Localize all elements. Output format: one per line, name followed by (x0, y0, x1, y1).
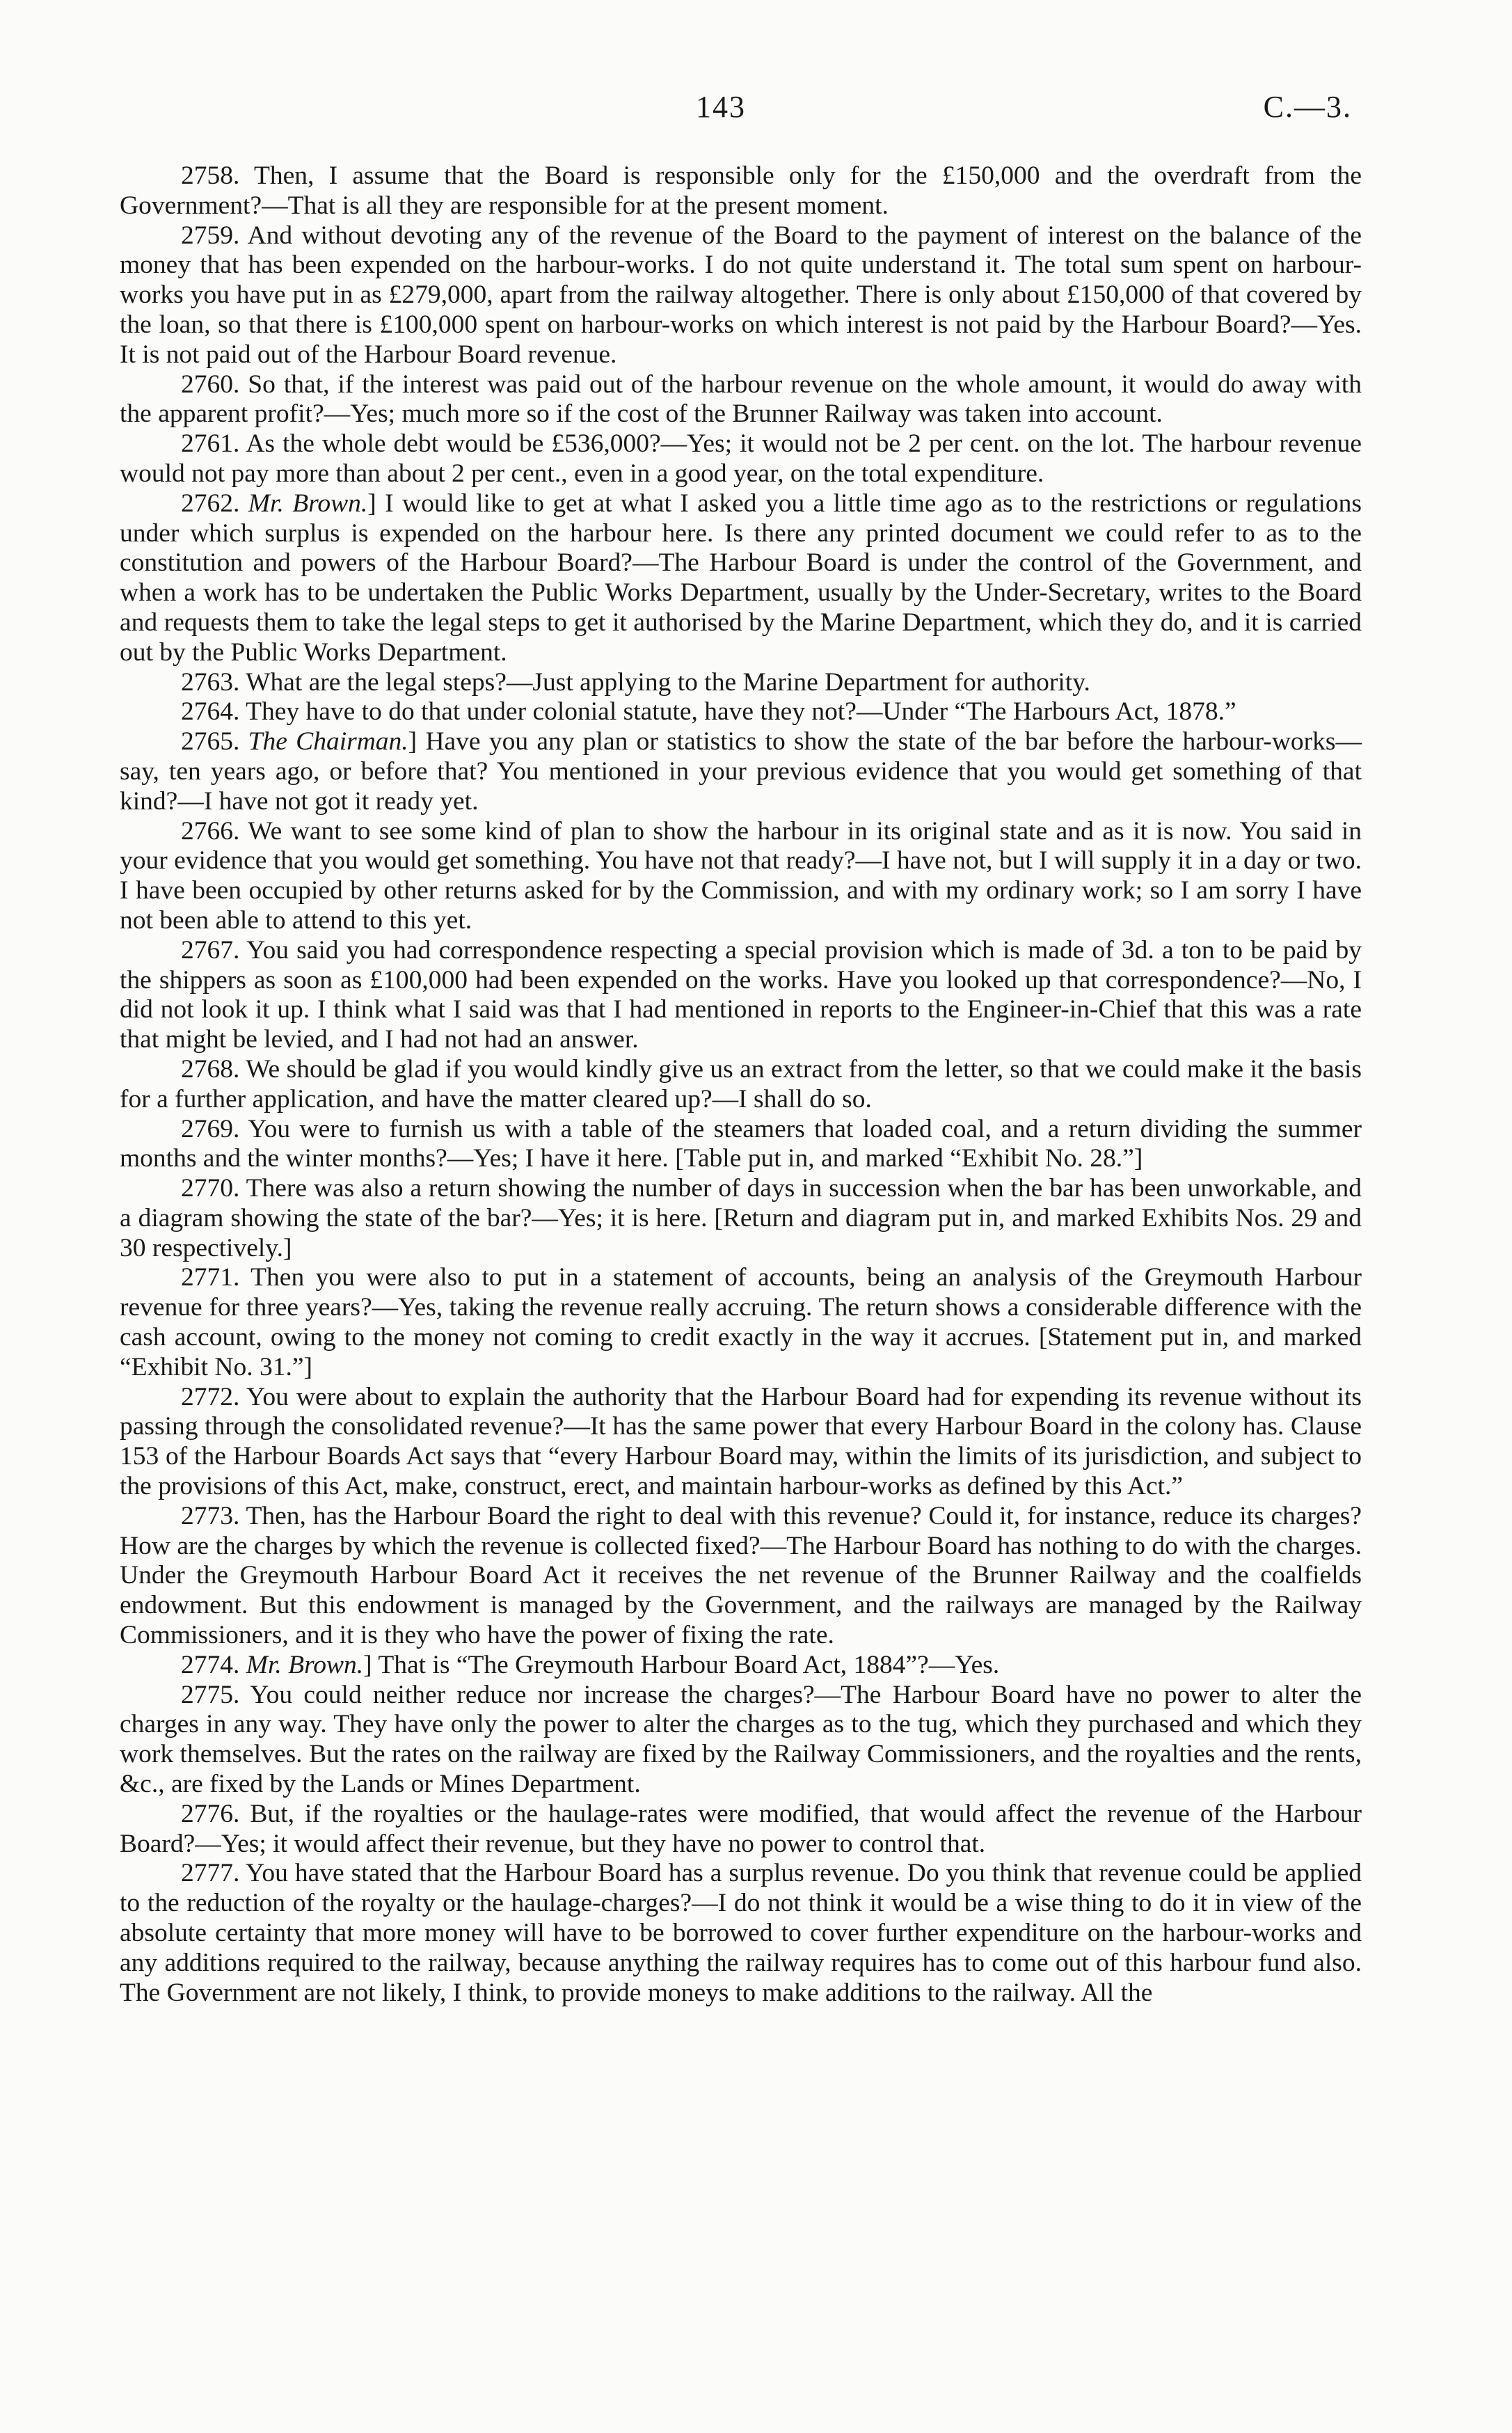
paragraph-text: 2771. Then you were also to put in a statement of accounts, being an analysis of the Greymouth Harbour revenue for three years?—Yes, taking the revenue really accruing. The return shows a considerable difference with the cash account, owing to the money not coming to credit exactly in the way it accrues. [Statement put in, and marked “Exhibit No. 31.”] (120, 1263, 1362, 1381)
speaker-name: Mr. Brown. (248, 489, 368, 518)
evidence-paragraph (120, 1651, 1362, 1681)
paragraph-text: 2764. They have to do that under colonial statute, have they not?—Under “The Harbours Act, 1878.” (181, 697, 1236, 727)
paragraph-text: ] I would like to get at what I asked you a little time ago as to the restrictions or regulations under which surplus is expended on the harbour here. Is there any printed document we could refer to as to the constitution and powers of the Harbour Board?—The Harbour Board is under the control of the Government, and when a work has to be undertaken the Public Works Department, usually by the Under-Secretary, writes to the Board and requests them to take the legal steps to get it authorised by the Marine Department, which they do, and it is carried out by the Public Works Department. (120, 489, 1362, 667)
paragraph-text: 2765. (181, 727, 248, 756)
evidence-paragraph (120, 1055, 1362, 1115)
evidence-paragraph (120, 370, 1362, 430)
evidence-paragraph (120, 727, 1362, 816)
paragraph-text: 2758. Then, I assume that the Board is responsible only for the £150,000 and the overdraft from the Government?—That is all they are responsible for at the present moment. (120, 161, 1362, 220)
paragraph-text: 2772. You were about to explain the authority that the Harbour Board had for expending its revenue without its passing through the consolidated revenue?—It has the same power that every Harbour Board in the colony has. Clause 153 of the Harbour Boards Act says that “every Harbour Board may, within the limits of its jurisdiction, and subject to the provisions of this Act, make, construct, erect, and maintain harbour-works as defined by this Act.” (120, 1382, 1362, 1501)
evidence-paragraph (120, 1800, 1362, 1860)
paragraph-text: 2775. You could neither reduce nor increase the charges?—The Harbour Board have no power to alter the charges in any way. They have only the power to alter the charges as to the tug, which they purchased and which they work themselves. But the rates on the railway are fixed by the Railway Commissioners, and the royalties and the rents, &c., are fixed by the Lands or Mines Department. (120, 1680, 1362, 1799)
paragraph-text: 2763. What are the legal steps?—Just applying to the Marine Department for authority. (181, 667, 1090, 697)
paragraph-text: 2774. (181, 1650, 246, 1679)
page-number: 143 (696, 90, 746, 124)
speaker-name: The Chairman. (248, 727, 408, 756)
evidence-paragraph (120, 1263, 1362, 1382)
evidence-paragraph (120, 1174, 1362, 1263)
evidence-paragraph (120, 1681, 1362, 1800)
evidence-paragraph (120, 429, 1362, 489)
paragraph-text: 2770. There was also a return showing the number of days in succession when the bar has been unworkable, and a diagram showing the state of the bar?—Yes; it is here. [Return and diagram put in, and marked Exhibits Nos. 29 and 30 respectively.] (120, 1174, 1362, 1262)
paragraph-text: 2759. And without devoting any of the revenue of the Board to the payment of interest on the balance of the money that has been expended on the harbour-works. I do not quite understand it. The total sum spent on harbour-works you have put in as £279,000, apart from the railway altogether. There is only about £150,000 of that covered by the loan, so that there is £100,000 spent on harbour-works on which interest is not paid by the Harbour Board?—Yes. It is not paid out of the Harbour Board revenue. (120, 221, 1362, 369)
evidence-paragraph (120, 489, 1362, 668)
evidence-paragraph (120, 697, 1362, 727)
evidence-paragraph (120, 936, 1362, 1055)
paragraph-text: 2762. (181, 489, 248, 518)
evidence-paragraph (120, 1115, 1362, 1175)
paragraph-text: 2769. You were to furnish us with a table of the steamers that loaded coal, and a return dividing the summer months and the winter months?—Yes; I have it here. [Table put in, and marked “Exhibit No. 28.”] (120, 1114, 1362, 1173)
paragraph-text: 2777. You have stated that the Harbour Board has a surplus revenue. Do you think that revenue could be applied to the reduction of the royalty or the haulage-charges?—I do not think it would be a wise thing to do it in view of the absolute certainty that more money will have to be borrowed to cover further expenditure on the harbour-works and any additions required to the railway, because anything the railway requires has to come out of this harbour fund also. The Government are not likely, I think, to provide moneys to make additions to the railway. All the (120, 1859, 1362, 2007)
evidence-paragraph (120, 1859, 1362, 2008)
paragraph-text: 2776. But, if the royalties or the haulage-rates were modified, that would affect the revenue of the Harbour Board?—Yes; it would affect their revenue, but they have no power to control that. (120, 1799, 1362, 1858)
paragraph-text: 2768. We should be glad if you would kindly give us an extract from the letter, so that we could make it the basis for a further application, and have the matter cleared up?—I shall do so. (120, 1054, 1362, 1114)
paragraph-text: 2773. Then, has the Harbour Board the right to deal with this revenue? Could it, for instance, reduce its charges? How are the charges by which the revenue is collected fixed?—The Harbour Board has nothing to do with the charges. Under the Greymouth Harbour Board Act it receives the net revenue of the Brunner Railway and the coalfields endowment. But this endowment is managed by the Government, and the railways are managed by the Railway Commissioners, and it is they who have the power of fixing the rate. (120, 1501, 1362, 1650)
document-body (120, 161, 1362, 2008)
evidence-paragraph (120, 1383, 1362, 1502)
paragraph-text: ] Have you any plan or statistics to show the state of the bar before the harbour-works—say, ten years ago, or before that? You mentioned in your previous evidence that you would get something of that kind?—I have not got it ready yet. (120, 727, 1362, 816)
paragraph-text: ] That is “The Greymouth Harbour Board Act, 1884”?—Yes. (363, 1650, 1000, 1679)
paragraph-text: 2766. We want to see some kind of plan to show the harbour in its original state and as it is now. You said in your evidence that you would get something. You have not that ready?—I have not, but I will supply it in a day or two. I have been occupied by other returns asked for by the Commission, and with my ordinary work; so I am sorry I have not been able to attend to this yet. (120, 816, 1362, 935)
paragraph-text: 2761. As the whole debt would be £536,000?—Yes; it would not be 2 per cent. on the lot. The harbour revenue would not pay more than about 2 per cent., even in a good year, on the total expenditure. (120, 429, 1362, 488)
document-code: C.—3. (1263, 90, 1352, 124)
page-header (0, 89, 1512, 131)
evidence-paragraph (120, 817, 1362, 936)
evidence-paragraph (120, 1502, 1362, 1651)
evidence-paragraph (120, 668, 1362, 698)
paragraph-text: 2760. So that, if the interest was paid out of the harbour revenue on the whole amount, it would do away with the apparent profit?—Yes; much more so if the cost of the Brunner Railway was taken into account. (120, 370, 1362, 429)
evidence-paragraph (120, 221, 1362, 370)
evidence-paragraph (120, 161, 1362, 221)
paragraph-text: 2767. You said you had correspondence respecting a special provision which is made of 3d. a ton to be paid by the shippers as soon as £100,000 had been expended on the works. Have you looked up that correspondence?—No, I did not look it up. I think what I said was that I had mentioned in reports to the Engineer-in-Chief that this was a rate that might be levied, and I had not had an answer. (120, 935, 1362, 1054)
speaker-name: Mr. Brown. (246, 1650, 364, 1679)
